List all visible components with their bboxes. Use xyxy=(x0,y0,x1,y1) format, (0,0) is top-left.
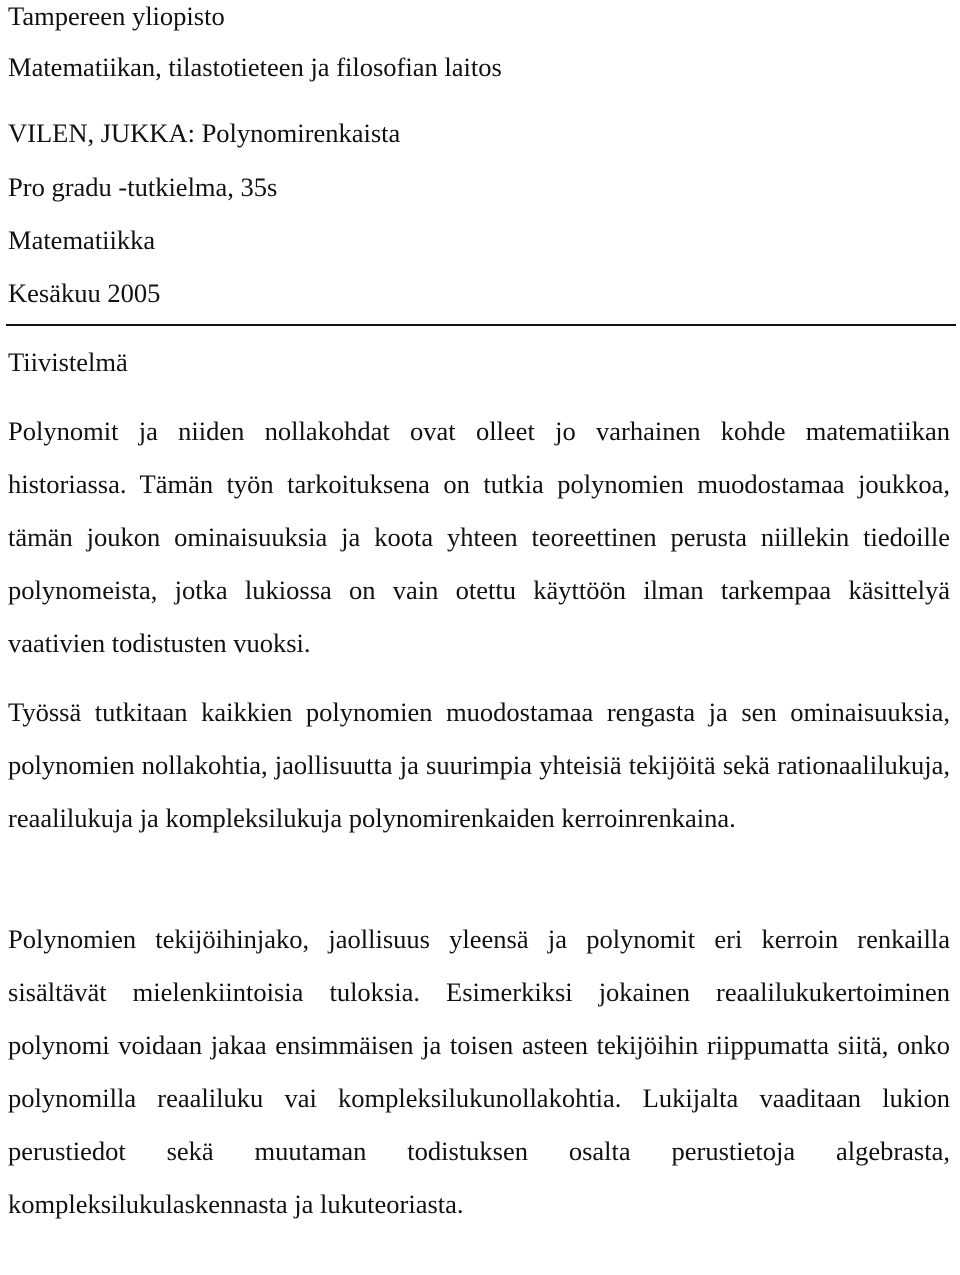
abstract-paragraph-1: Polynomit ja niiden nollakohdat ovat olleet jo varhainen kohde matematiikan historiassa. Tämän työn tarkoituksena on tutkia polynomien muodostamaa joukkoa, tämän joukon ominaisuuksia ja koota yhteen teoreettinen perusta niillekin tiedoille polynomeista, jotka lukiossa on vain otettu käyttöön ilman tarkempaa käsittelyä vaativien todistusten vuoksi. xyxy=(8,416,950,658)
subject: Matematiikka xyxy=(8,225,156,255)
abstract-heading: Tiivistelmä xyxy=(8,347,128,377)
university-name: Tampereen yliopisto xyxy=(8,1,225,31)
date: Kesäkuu 2005 xyxy=(8,278,161,308)
thesis-type: Pro gradu -tutkielma, 35s xyxy=(8,172,278,202)
department-name: Matematiikan, tilastotieteen ja filosofian laitos xyxy=(8,52,502,82)
abstract-paragraph-3: Polynomien tekijöihinjako, jaollisuus yleensä ja polynomit eri kerroin renkailla sisältävät mielenkiintoisia tuloksia. Esimerkiksi jokainen reaalilukukertoiminen polynomi voidaan jakaa ensimmäisen ja toisen asteen tekijöihin riippumatta siitä, onko polynomilla reaaliluku vai kompleksilukunollakohtia. Lukijalta vaaditaan lukion perustiedot sekä muutaman todistuksen osalta perustietoja algebrasta, kompleksilukulaskennasta ja lukuteoriasta. xyxy=(8,924,950,1219)
author-and-title: VILEN, JUKKA: Polynomirenkaista xyxy=(8,118,401,148)
abstract-paragraph-2: Työssä tutkitaan kaikkien polynomien muodostamaa rengasta ja sen ominaisuuksia, polynomien nollakohtia, jaollisuutta ja suurimpia yhteisiä tekijöitä sekä rationaalilukuja, reaalilukuja ja kompleksilukuja polynomirenkaiden kerroinrenkaina. xyxy=(8,697,950,833)
header-divider xyxy=(6,324,956,326)
